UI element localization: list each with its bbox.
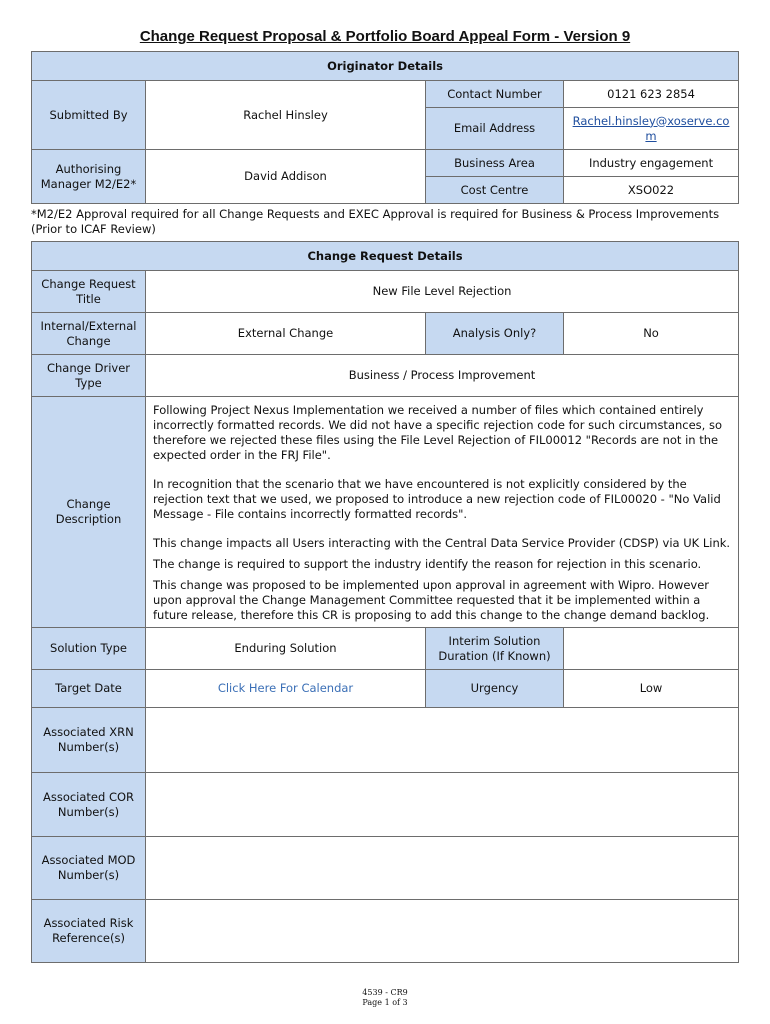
- associated-mod-label: Associated MOD Number(s): [32, 837, 146, 900]
- submitted-by-label: Submitted By: [32, 81, 146, 150]
- internal-external-value: External Change: [146, 313, 426, 355]
- target-date-label: Target Date: [32, 670, 146, 708]
- description-paragraph: In recognition that the scenario that we have encountered is not explicitly considered by the rejection text that we used, we proposed to introduce a new rejection code of FIL00020 - "No Valid Message - File contains incorrectly formatted records".: [153, 477, 721, 521]
- internal-external-label: Internal/External Change: [32, 313, 146, 355]
- calendar-picker[interactable]: Click Here For Calendar: [217, 681, 354, 695]
- business-area-label: Business Area: [426, 150, 564, 177]
- originator-details-table: [31, 51, 739, 204]
- associated-cor-value[interactable]: [146, 773, 739, 837]
- change-request-title-label: Change Request Title: [32, 271, 146, 313]
- change-description-value: [146, 397, 739, 628]
- associated-xrn-label: Associated XRN Number(s): [32, 708, 146, 773]
- page-title: Change Request Proposal & Portfolio Board Appeal Form - Version 9: [139, 28, 631, 45]
- email-address-label: Email Address: [426, 108, 564, 150]
- change-request-details-header: Change Request Details: [32, 242, 739, 271]
- associated-cor-label: Associated COR Number(s): [32, 773, 146, 837]
- approval-note: *M2/E2 Approval required for all Change Requests and EXEC Approval is required for Business & Process Improvements (Prior to ICAF Review): [31, 207, 720, 236]
- solution-type-label: Solution Type: [32, 628, 146, 670]
- analysis-only-value: No: [564, 313, 739, 355]
- description-paragraph: This change was proposed to be implemented upon approval in agreement with Wipro. However upon approval the Change Management Committee requested that it be implemented within a future release, therefore this CR is proposing to add this change to the change demand backlog.: [153, 578, 710, 622]
- description-paragraph: This change impacts all Users interacting with the Central Data Service Provider (CDSP) via UK Link.: [153, 536, 731, 550]
- page-footer: [0, 988, 770, 1008]
- urgency-label: Urgency: [426, 670, 564, 708]
- description-paragraph: The change is required to support the industry identify the reason for rejection in this scenario.: [153, 557, 702, 571]
- submitted-by-value: Rachel Hinsley: [146, 81, 426, 150]
- cost-centre-value: XSO022: [564, 177, 739, 204]
- document-reference: 4539 - CR9: [362, 988, 408, 997]
- contact-number-label: Contact Number: [426, 81, 564, 108]
- change-request-title-value: New File Level Rejection: [146, 271, 739, 313]
- urgency-value: Low: [564, 670, 739, 708]
- target-date-cell: [146, 670, 426, 708]
- authorising-manager-value: David Addison: [146, 150, 426, 204]
- change-request-details-table: [31, 241, 739, 963]
- change-driver-value: Business / Process Improvement: [146, 355, 739, 397]
- business-area-value: Industry engagement: [564, 150, 739, 177]
- analysis-only-label: Analysis Only?: [426, 313, 564, 355]
- change-description-label: Change Description: [32, 397, 146, 628]
- change-driver-label: Change Driver Type: [32, 355, 146, 397]
- associated-risk-label: Associated Risk Reference(s): [32, 900, 146, 963]
- solution-type-value: Enduring Solution: [146, 628, 426, 670]
- associated-mod-value[interactable]: [146, 837, 739, 900]
- associated-risk-value[interactable]: [146, 900, 739, 963]
- associated-xrn-value[interactable]: [146, 708, 739, 773]
- authorising-manager-label: Authorising Manager M2/E2*: [32, 150, 146, 204]
- email-link[interactable]: Rachel.hinsley@xoserve.com: [572, 113, 730, 143]
- page-number: Page 1 of 3: [362, 998, 408, 1007]
- contact-number-value: 0121 623 2854: [564, 81, 739, 108]
- email-address-cell: [564, 108, 739, 150]
- originator-details-header: Originator Details: [32, 52, 739, 81]
- interim-solution-label: Interim Solution Duration (If Known): [426, 628, 564, 670]
- interim-solution-value[interactable]: [564, 628, 739, 670]
- cost-centre-label: Cost Centre: [426, 177, 564, 204]
- description-paragraph: Following Project Nexus Implementation we received a number of files which contained entirely incorrectly formatted records. We did not have a specific rejection code for such circumstances, so therefore we rejected these files using the File Level Rejection of FIL00012 "Records are not in the expected order in the FRJ File".: [153, 403, 723, 462]
